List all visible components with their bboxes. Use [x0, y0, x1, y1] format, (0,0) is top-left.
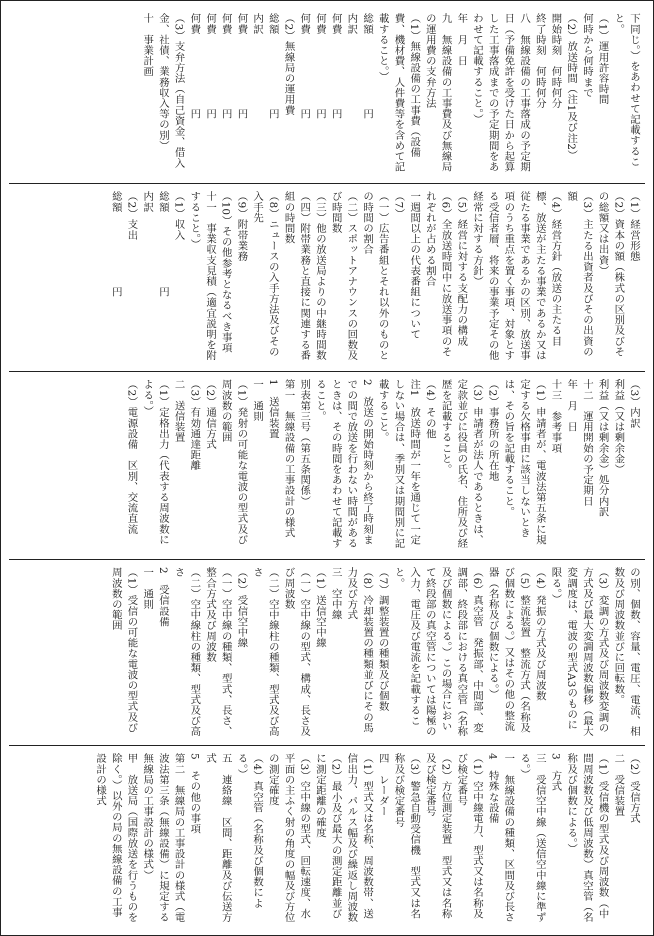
- tier-divider: [9, 371, 645, 372]
- tier-3: [9, 375, 645, 557]
- tier-4: [9, 563, 645, 743]
- tier-4-text: の別、個数、容量、電圧、電流、相数及び周波数並びに回転数。 （3）変調の方式及び周波数変調の方式及び最大変調周波数偏移（最大変調度は、電波の型式A3のものに限る。） （4）発振の方式及び周波数 （5）整流装置 整流方式（名称及び個数による。）又はその他の整流器（名称及び個数による。） （6）真空管 発振部、中間部、変調部、終段部における真空管（名称及び個数による。）この場合において終段部の真空管については陽極の入力、電圧及び電流を記載すること。 （7）調整装置の種類及び個数 （8）冷却装置の種類並びにその馬力及び方式 三 空中線 （1）送信空中線 （一）空中線の型式、構成、長さ及び周波数 （二）空中線柱の種類、型式及び高さ （2）受信空中線 （一）空中線の種類、型式、長さ、整合方式及び周波数 （二）空中線柱の種類、型式及び高さ 2 受信設備 一 通則 （1）受信の可能な電波の型式及び周波数の範囲: [109, 567, 640, 737]
- tier-divider: [9, 183, 645, 184]
- tier-divider: [9, 745, 645, 746]
- tier-1-text: 下同じ。）をあわせて記載すること。 （1）運用許容時間 何時から何時まで （2）放送時間（注1及び注2） 開始時刻 何時何分 終了時刻 何時何分 八 無線設備の工事落成の予定期日（予備免許を受けた日から起算した工事落成までの予定期間をあわせて記載すること。） 年 月 日 九 無線設備の工事費及び無線局の運用費の支弁方法 （1）無線設備の工事費（設備費、機材費、人件費等を含めて記載すること。） 総額 円 内訳 何費 円 何費 円 何費 円 （2）無線局の運用費 総額 円 内訳 何費 円 何費 円 何費 円 何費 円 （3）支弁方法（自己資金、借入金、社債、業務収入等の別） 十 事業計画: [141, 13, 640, 172]
- tier-3-text: （3）内訳 利益（又は剰余金） 利益（又は剰余金）処分内訳 十二 運用開始の予定期日 年 月 日 十三 参考事項 （1）申請者が、電波法第五条に規定する欠格事由に該当しないときは、その旨を記載すること。 （2）事務所の所在地 （3）申請者が法人であるときは、定款並びに役員の氏名、住所及び経歴を記載すること。 （4）その他 注1 放送時間が一年を通じて一定しない場合は、季別又は期間別に記載すること。 2 放送の開始時刻から終了時刻までの間で放送を行わない時間があるときは、その時間をあわせて記載すること。 別表第三号（第五条関係） 第一 無線設備の工事設計の様式 1 送信装置 一 通則 （1）発射の可能な電波の型式及び周波数の範囲 （2）通信方式 （3）有効通達距離 二 送信装置 （1）定格出力（代表する周波数による。） （2）電源設備 区別、交流直流: [125, 379, 640, 549]
- tier-divider: [9, 559, 645, 560]
- tier-5: [9, 749, 645, 927]
- tier-2-text: （1）経営形態 （2）資本の額（株式の区別及びその総額又は出資） （3）主たる出資者及びその出資の額 （4）経営方針（放送の主たる目標、放送が主たる事業であるか又は従たる事業であるかの区別、放送事項のうち重点を置く事項、対象とする受信者層、将来の事業予定その他経常に対する方針） （5）経営に対する支配力の構成 （6）全放送時間中に放送事項のそれぞれが占める割合 一週間以上の代表番組について （7） （一）広告番組とそれ以外のものとの時間の割合 （二）スポットアナウンスの回数及び時間数 （三）他の放送局よりの中継時間数 （四）附帯業務と直接に関連する番組の時間数 （8）ニュースの入手方法及びその入手先 （9）附帯業務 （10）その他参考となるべき事項 十一 事業収支見積（適宜説明を附すること。） （1）収入 総額 円 内訳 （2）支出 総額 円: [109, 191, 640, 361]
- tier-1: [9, 9, 645, 181]
- tier-2: [9, 187, 645, 369]
- tier-5-text: （2）受信方式 二 受信装置 （1）受信機の型式及び周波数（中間周波数及び低周波数）真空管（名称及び個数による。） 3 方式 三 受信空中線（送信空中線に準ずる。） 一 無線設備の種類、区間及び長さ 4 特殊な設備 （1）空中線電力、型式又は名称及び検定番号 （2）方位測定装置 型式又は名称及び検定番号 （3）警急自動受信機 型式又は名称及び検定番号 四 レーダー （1）型式又は名称、周波数帯、送信出力、パルス幅及び繰返し周波数 （2）最小及び最大の測定距離並びに測定距離の確度 （3）空中線の型式、回転速度、水平面の主ふく射の角度の幅及び方位の測定確度 （4）真空管（名称及び個数による。） 五 連絡線 区間、距離及び伝送方式 5 その他の事項 第二 無線局の工事設計の様式（電波法第三条（無線設備）に規定する無線局の工事設計の様式） 甲 放送局（国際放送を行うものを除く。）以外の局の無線設備の工事設計の様式: [94, 753, 640, 923]
